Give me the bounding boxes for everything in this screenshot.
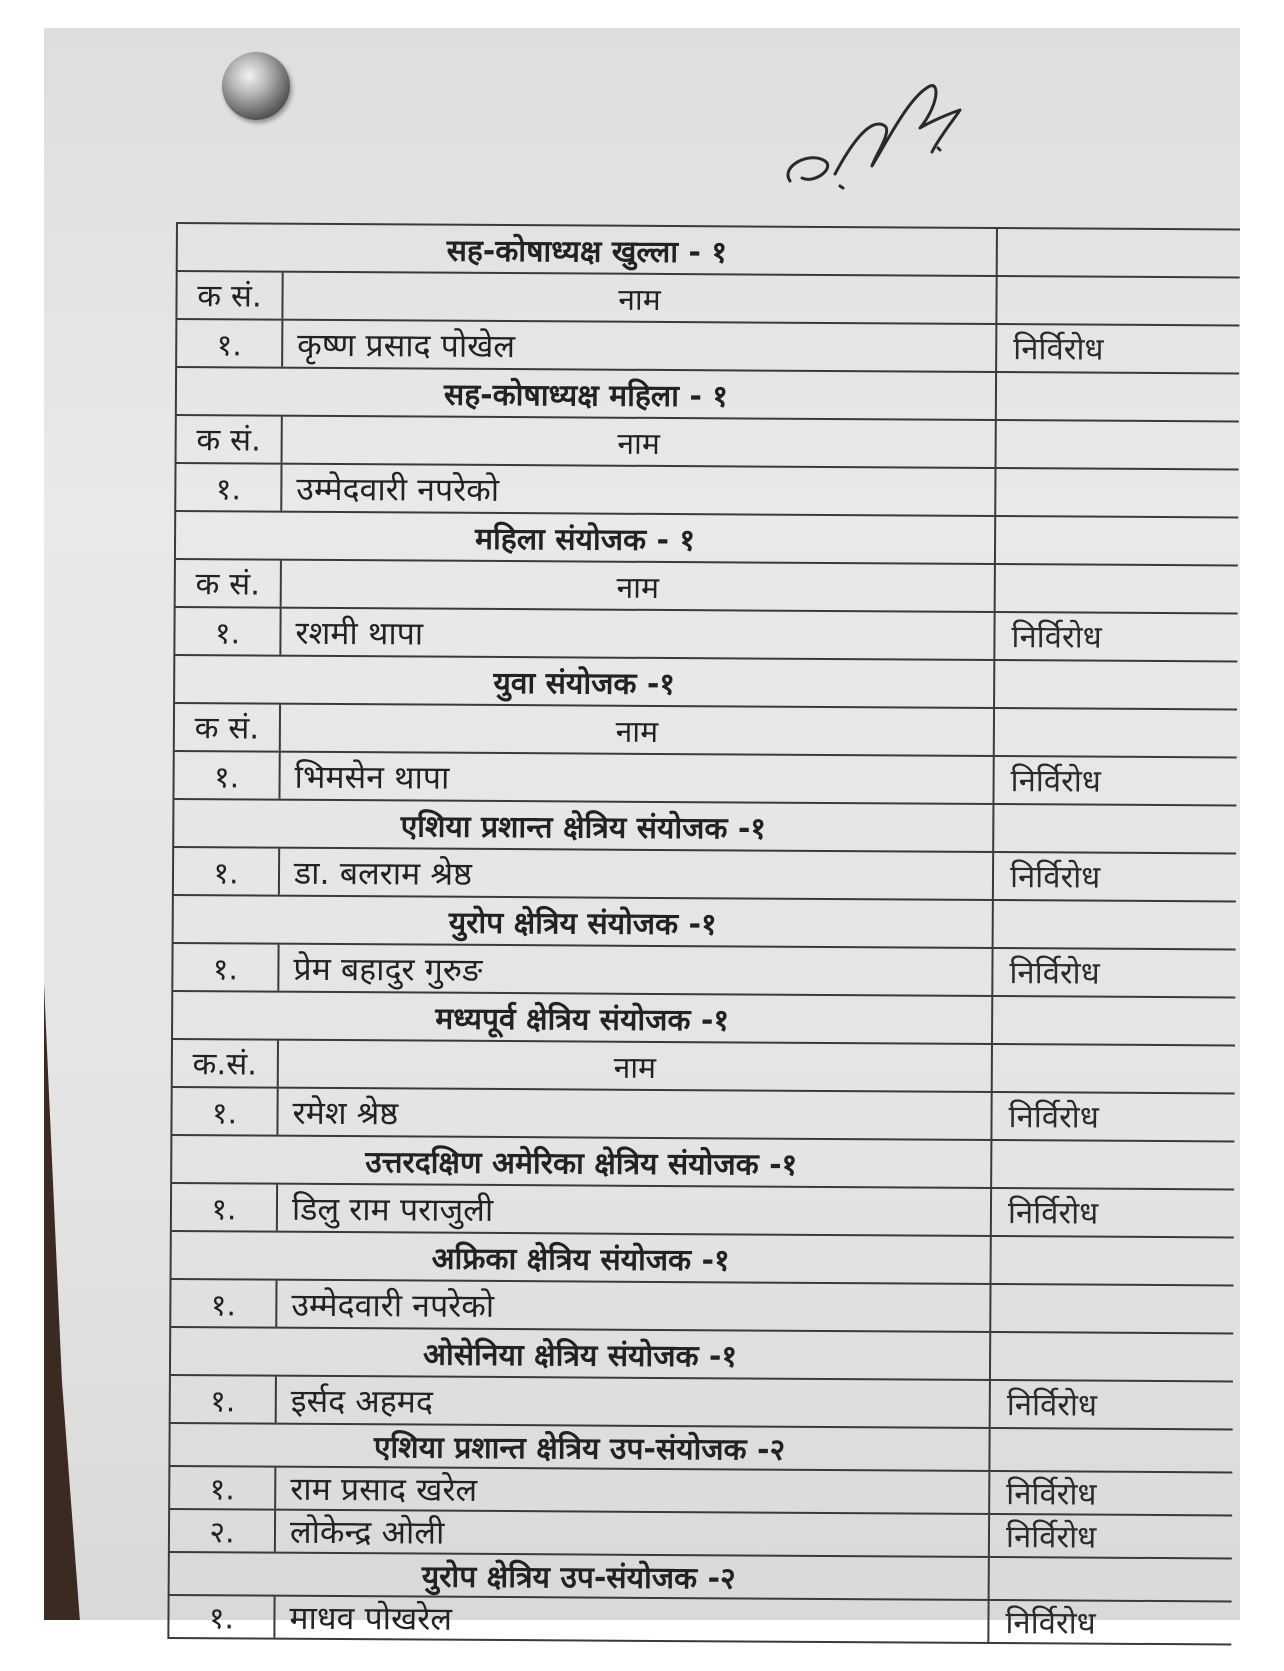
status-cell	[993, 709, 1237, 756]
column-header-row	[174, 560, 1238, 614]
status-badge: निर्विरोध	[988, 1472, 1232, 1514]
status-badge: निर्विरोध	[989, 1381, 1233, 1428]
status-cell	[994, 517, 1238, 564]
status-badge: निर्विरोध	[993, 613, 1237, 660]
table-row	[170, 1184, 1234, 1238]
candidate-name: भिमसेन थापा	[294, 757, 450, 797]
table-row	[172, 752, 1236, 806]
serial-number: १.	[175, 320, 283, 367]
serial-number: १.	[169, 1280, 277, 1327]
section-title-row	[173, 656, 1237, 710]
column-header-row	[171, 1040, 1235, 1094]
section-title-row	[170, 1136, 1234, 1190]
serial-number: १.	[171, 944, 279, 991]
section-title-row	[174, 512, 1238, 566]
serial-header: क सं.	[175, 416, 283, 463]
serial-number: १.	[174, 464, 282, 511]
serial-number: १.	[167, 1596, 275, 1638]
candidate-name: इर्सद अहमद	[290, 1381, 433, 1421]
serial-header: क सं.	[173, 704, 281, 751]
status-cell	[990, 1237, 1234, 1284]
status-cell	[992, 901, 1236, 948]
status-cell	[991, 997, 1235, 1044]
section-title: महिला संयोजक - १	[174, 512, 994, 563]
serial-header: क सं.	[175, 272, 283, 319]
section-title: युरोप क्षेत्रिय संयोजक -१	[172, 896, 992, 947]
table-row	[174, 464, 1238, 518]
candidate-name: उम्मेदवारी नपरेको	[296, 469, 500, 509]
status-cell	[989, 1333, 1233, 1380]
status-badge: निर्विरोध	[992, 757, 1236, 804]
section-title-row	[172, 800, 1236, 854]
candidate-name: प्रेम बहादुर गुरुङ	[293, 949, 483, 989]
candidate-name: लोकेन्द्र ओली	[289, 1512, 445, 1552]
section-title-row	[168, 1424, 1232, 1473]
status-cell	[994, 565, 1238, 612]
section-title: सह-कोषाध्यक्ष महिला - १	[175, 368, 995, 419]
table-row	[167, 1596, 1231, 1645]
serial-number: १.	[172, 752, 280, 799]
name-header: नाम	[613, 1050, 657, 1086]
section-title: युरोप क्षेत्रिय उप-संयोजक -२	[168, 1553, 988, 1599]
table-row	[172, 848, 1236, 902]
status-badge: निर्विरोध	[995, 325, 1239, 372]
section-title-row	[170, 1232, 1234, 1286]
candidate-name: रमेश श्रेष्ठ	[292, 1093, 399, 1132]
status-cell	[992, 805, 1236, 852]
column-header-row	[173, 704, 1237, 758]
candidate-name: डिलु राम पराजुली	[291, 1189, 494, 1229]
status-cell	[993, 661, 1237, 708]
status-cell	[995, 373, 1239, 420]
name-header: नाम	[615, 714, 659, 750]
section-title-row	[176, 222, 1240, 278]
status-badge	[994, 469, 1238, 516]
serial-header: क.सं.	[171, 1040, 279, 1087]
status-cell	[995, 277, 1239, 324]
name-header: नाम	[617, 426, 660, 462]
serial-number: १.	[170, 1088, 278, 1135]
section-title: एशिया प्रशान्त क्षेत्रिय संयोजक -१	[172, 800, 992, 851]
column-header-row	[175, 272, 1239, 326]
section-title-row	[172, 896, 1236, 950]
status-badge: निर्विरोध	[990, 1093, 1234, 1140]
status-cell	[995, 421, 1239, 468]
status-badge: निर्विरोध	[990, 1189, 1234, 1236]
status-cell	[990, 1141, 1234, 1188]
table-row	[175, 320, 1239, 374]
name-header: नाम	[618, 282, 661, 318]
serial-number: १.	[172, 848, 280, 895]
serial-number: १.	[173, 608, 281, 655]
table-row	[171, 944, 1235, 998]
serial-number: २.	[168, 1510, 276, 1552]
status-badge: निर्विरोध	[991, 949, 1235, 996]
section-title-row	[169, 1328, 1233, 1382]
candidate-name: रशमी थापा	[295, 613, 424, 653]
candidate-name: डा. बलराम श्रेष्ठ	[293, 853, 473, 893]
section-title: उत्तरदक्षिण अमेरिका क्षेत्रिय संयोजक -१	[170, 1136, 990, 1187]
section-title: ओसेनिया क्षेत्रिय संयोजक -१	[169, 1328, 989, 1379]
table-row	[169, 1280, 1233, 1334]
section-title-row	[168, 1553, 1232, 1602]
section-title: अफ्रिका क्षेत्रिय संयोजक -१	[170, 1232, 990, 1283]
status-badge: निर्विरोध	[987, 1601, 1231, 1643]
section-title: सह-कोषाध्यक्ष खुल्ला - १	[176, 224, 996, 275]
serial-number: १.	[170, 1184, 278, 1231]
section-title: एशिया प्रशान्त क्षेत्रिय उप-संयोजक -२	[168, 1424, 988, 1470]
section-title: मध्यपूर्व क्षेत्रिय संयोजक -१	[171, 992, 991, 1043]
status-badge	[989, 1285, 1233, 1332]
section-title-row	[171, 992, 1235, 1046]
serial-header: क सं.	[174, 560, 282, 607]
status-cell	[988, 1558, 1232, 1600]
results-table	[167, 222, 1240, 1645]
table-row	[168, 1510, 1232, 1559]
table-row	[173, 608, 1237, 662]
handwritten-signature	[780, 56, 990, 206]
column-header-row	[175, 416, 1239, 470]
serial-number: १.	[168, 1467, 276, 1509]
table-row	[170, 1088, 1234, 1142]
candidate-name: राम प्रसाद खरेल	[290, 1469, 478, 1509]
status-cell	[996, 229, 1240, 276]
table-row	[168, 1467, 1232, 1516]
section-title: युवा संयोजक -१	[173, 656, 993, 707]
status-badge: निर्विरोध	[988, 1515, 1232, 1557]
status-cell	[988, 1429, 1232, 1471]
table-row	[169, 1376, 1233, 1430]
candidate-name: उम्मेदवारी नपरेको	[291, 1285, 495, 1325]
status-cell	[991, 1045, 1235, 1092]
candidate-name: कृष्ण प्रसाद पोखेल	[297, 325, 516, 365]
name-header: नाम	[616, 570, 660, 606]
section-title-row	[175, 368, 1239, 422]
pushpin-icon	[222, 52, 290, 120]
serial-number: १.	[169, 1376, 277, 1423]
candidate-name: माधव पोखरेल	[289, 1598, 453, 1638]
status-badge: निर्विरोध	[992, 853, 1236, 900]
